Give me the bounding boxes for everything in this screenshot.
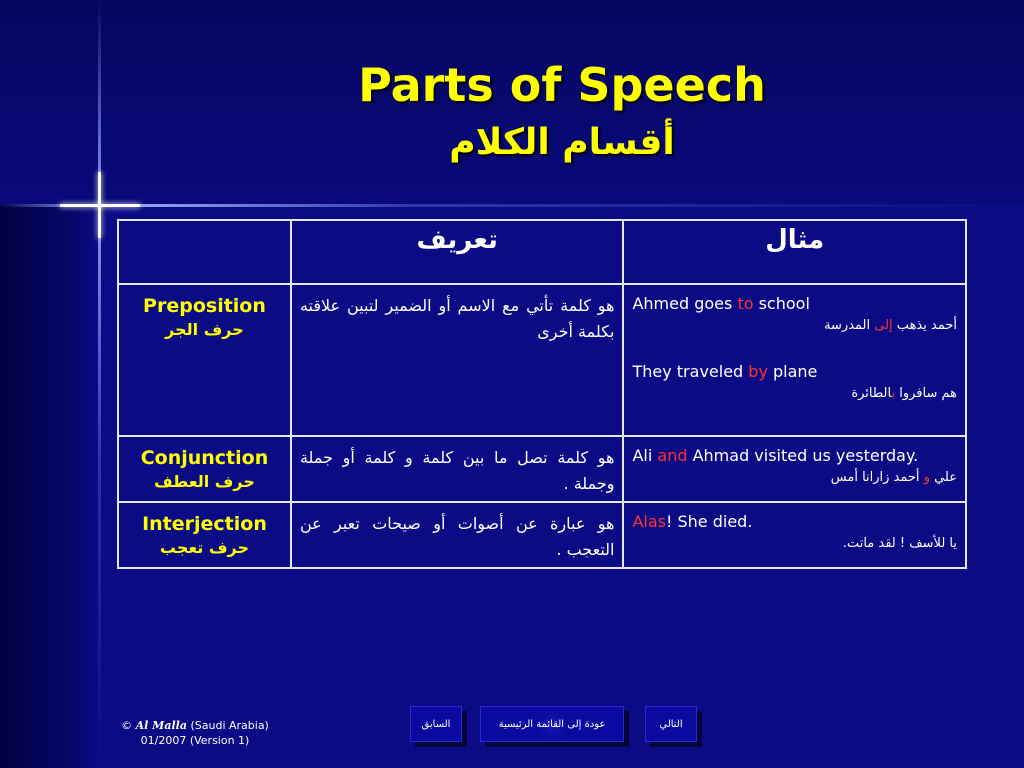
page-subtitle: أقسام الكلام [449, 122, 675, 163]
footer-credit: © Al Malla (Saudi Arabia) 01/2007 (Version 1) [110, 718, 280, 748]
example-english: They traveled by plane [632, 362, 818, 381]
term-arabic: حرف تعجب [159, 538, 250, 557]
previous-button[interactable]: السابق [410, 706, 462, 742]
term-arabic: حرف الجر [165, 320, 244, 339]
example-cell [623, 436, 966, 502]
example-arabic: هم سافروا بالطائرة [851, 386, 957, 401]
parts-of-speech-table [117, 219, 967, 569]
example-arabic: أحمد يذهب إلى المدرسة [824, 318, 957, 333]
term-arabic: حرف العطف [154, 472, 255, 491]
term-cell [118, 436, 291, 502]
header-cell-definition: تعريف [291, 220, 624, 284]
table-row-interjection [118, 502, 966, 568]
footer-date: 01/2007 (Version 1) [140, 734, 250, 747]
example-arabic: علي و أحمد زارانا أمس [830, 470, 957, 485]
table-header-row [118, 220, 966, 284]
page-title: Parts of Speech [358, 58, 766, 112]
decorative-horizontal-line [0, 204, 1024, 207]
term-english: Preposition [143, 295, 266, 317]
decorative-vertical-line [98, 0, 101, 768]
example-arabic: يا للأسف ! لقد ماتت. [842, 536, 957, 551]
main-menu-button[interactable]: عودة إلى القائمة الرئيسية [480, 706, 624, 742]
next-button[interactable]: التالي [645, 706, 697, 742]
header-cell-empty [118, 220, 291, 284]
definition-cell: هو كلمة تصل ما بين كلمة و كلمة أو جملة وجملة . [291, 436, 624, 502]
definition-cell: هو عبارة عن أصوات أو صيحات تعبر عن التعجب . [291, 502, 624, 568]
author-name: Al Malla [135, 719, 187, 732]
example-english: Alas! She died. [632, 512, 753, 531]
example-cell [623, 284, 966, 436]
term-english: Interjection [142, 513, 267, 535]
term-cell [118, 502, 291, 568]
table-row-conjunction [118, 436, 966, 502]
term-english: Conjunction [140, 447, 269, 469]
example-english: Ahmed goes to school [632, 294, 810, 313]
example-english: Ali and Ahmad visited us yesterday. [632, 446, 919, 465]
sparkle-vertical [98, 172, 101, 238]
header-cell-example: مثال [623, 220, 966, 284]
term-cell [118, 284, 291, 436]
definition-cell: هو كلمة تأتي مع الاسم أو الضمير لتبين علاقته بكلمة أخرى [291, 284, 624, 436]
table-row-preposition [118, 284, 966, 436]
example-cell [623, 502, 966, 568]
